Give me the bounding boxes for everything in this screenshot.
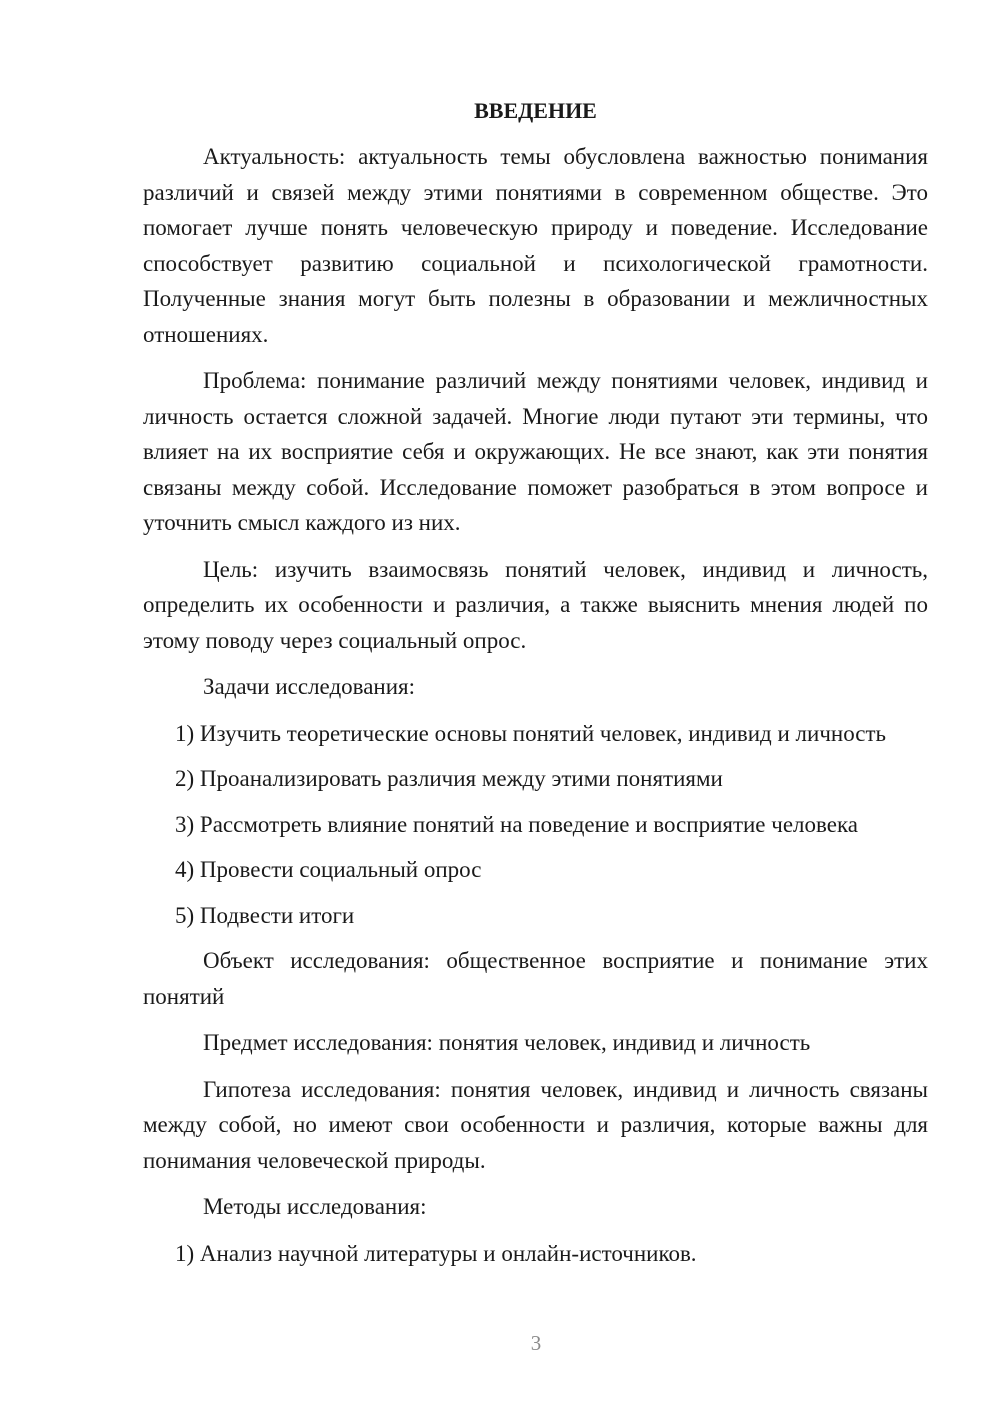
goal-paragraph: Цель: изучить взаимосвязь понятий человек, индивид и личность, определить их особенности и различия, а также выяснить мнения людей по этому поводу через социальный опрос. [143, 556, 928, 653]
task-item: 5) Подвести итоги [175, 902, 355, 928]
task-item: 2) Проанализировать различия между этими понятиями [175, 766, 723, 791]
task-item: 3) Рассмотреть влияние понятий на поведение и восприятие человека [175, 811, 858, 837]
methods-heading: Методы исследования: [203, 1194, 427, 1219]
section-title: ВВЕДЕНИЕ [474, 98, 597, 123]
subject-paragraph: Предмет исследования: понятия человек, индивид и личность [203, 1030, 811, 1055]
hypothesis-paragraph: Гипотеза исследования: понятия человек, индивид и личность связаны между собой, но имеют свои особенности и различия, которые важны для понимания человеческой природы. [143, 1076, 928, 1173]
method-item: 1) Анализ научной литературы и онлайн-источников. [175, 1240, 697, 1266]
task-item: 4) Провести социальный опрос [175, 857, 482, 882]
problem-paragraph: Проблема: понимание различий между понятиями человек, индивид и личность остается сложной задачей. Многие люди путают эти термины, что влияет на их восприятие себя и окружающих. Не все знают, как эти понятия связаны между собой. Исследование поможет разобраться в этом вопросе и уточнить смысл каждого из них. [143, 368, 928, 535]
relevance-paragraph: Актуальность: актуальность темы обусловлена важностью понимания различий и связей между этими понятиями в современном обществе. Это помогает лучше понять человеческую природу и поведение. Исследование способствует развитию социальной и психологической грамотности. Полученные знания могут быть полезны в образовании и межличностных отношениях. [143, 144, 928, 347]
document-page [143, 95, 928, 1281]
object-paragraph: Объект исследования: общественное восприятие и понимание этих понятий [143, 948, 928, 1009]
task-item: 1) Изучить теоретические основы понятий человек, индивид и личность [175, 720, 887, 746]
page-number: 3 [530, 1331, 542, 1355]
tasks-heading: Задачи исследования: [203, 674, 416, 699]
